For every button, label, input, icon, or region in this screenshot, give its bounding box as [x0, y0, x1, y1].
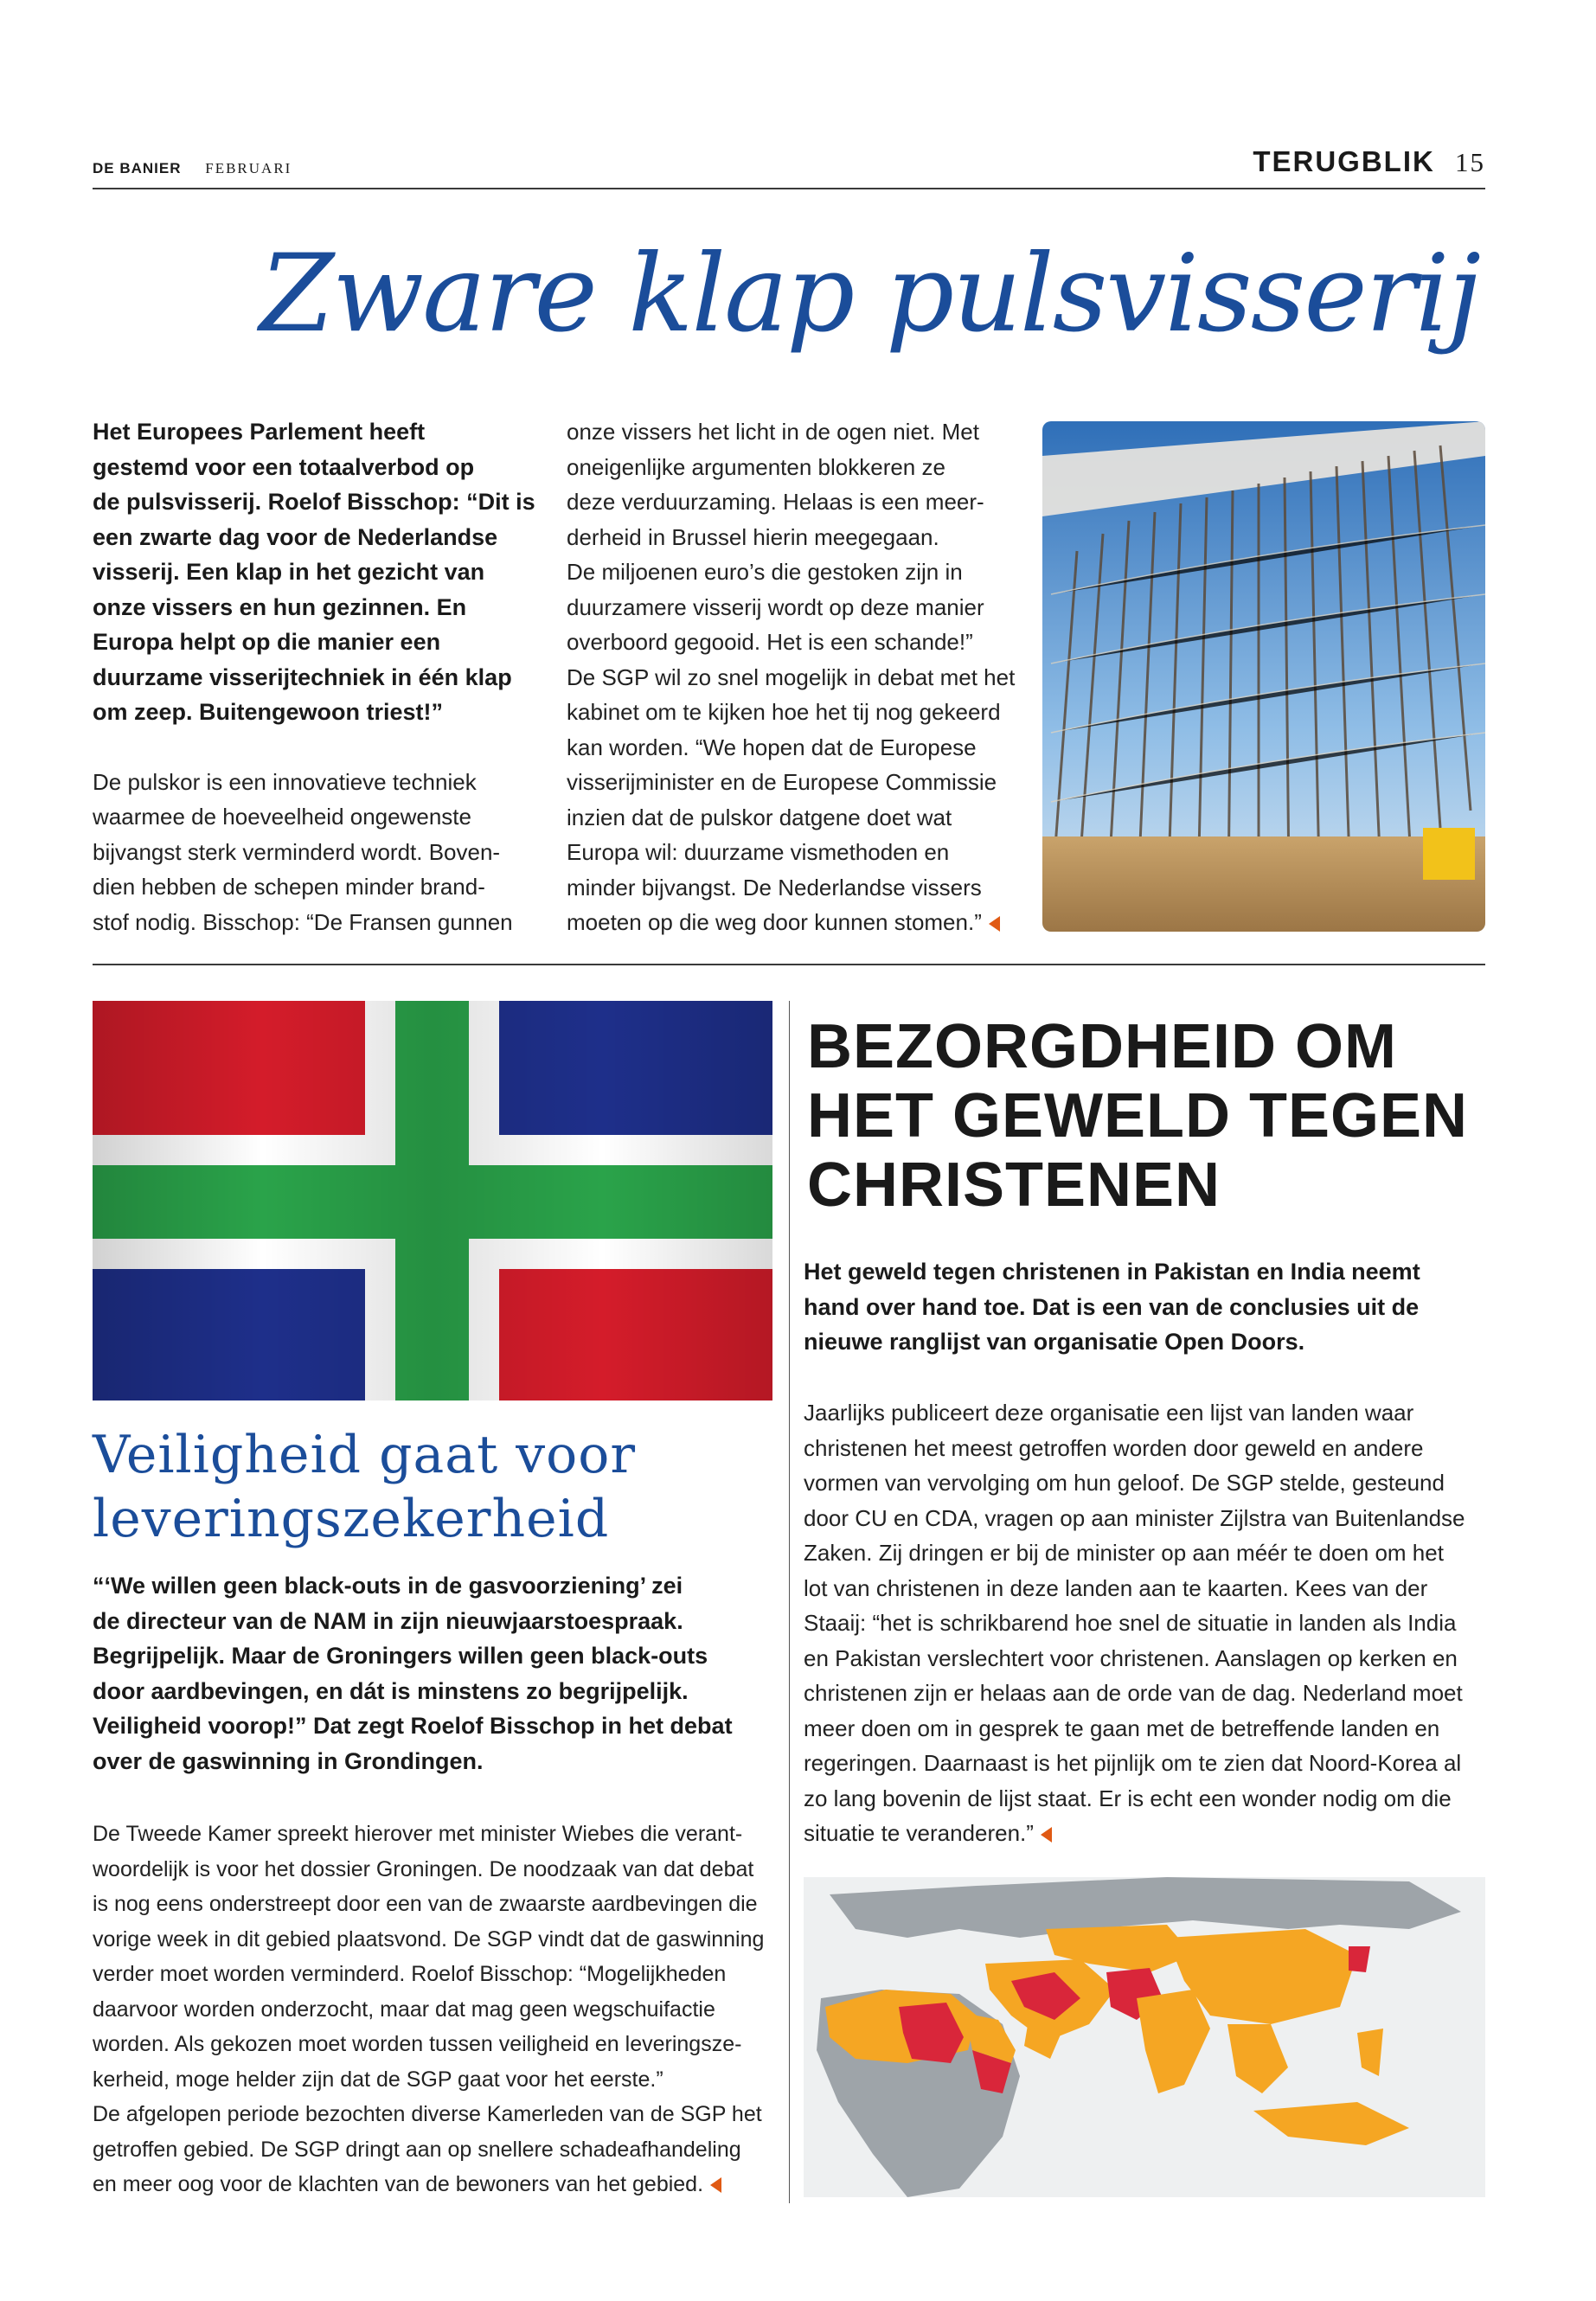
article3-title	[807, 1012, 1485, 1220]
section-rule	[93, 964, 1485, 965]
magazine-name: DE BANIER	[93, 160, 182, 176]
article2-title	[93, 1423, 636, 1551]
text-line: Europa wil: duurzame vismethoden en	[567, 839, 950, 865]
end-mark-icon	[1041, 1827, 1052, 1843]
text-line: Jaarlijks publiceert deze organisatie een lijst van landen waar	[804, 1400, 1414, 1426]
text-line: oneigenlijke argumenten blokkeren ze	[567, 453, 945, 480]
article1-col2	[567, 414, 1034, 940]
text-line: woordelijk is voor het dossier Groningen. De noodzaak van dat debat	[93, 1856, 754, 1881]
world-persecution-map	[804, 1877, 1485, 2197]
groningen-flag-image	[93, 1001, 772, 1400]
last-line-text: moeten op die weg door kunnen stomen.”	[567, 909, 982, 935]
text-line: om zeep. Buitengewoon triest!”	[93, 699, 444, 725]
text-line: waarmee de hoeveelheid ongewenste	[93, 804, 471, 830]
text-line: Staaij: “het is schrikbarend hoe snel de situatie in landen als India	[804, 1610, 1457, 1636]
title-line: CHRISTENEN	[807, 1150, 1221, 1220]
text-line: bijvangst sterk verminderd wordt. Boven-	[93, 838, 501, 865]
last-line-text: en meer oog voor de klachten van de bewoners van het gebied.	[93, 2172, 704, 2196]
text-line: christenen zijn er helaas aan de orde van de dag. Nederland moet	[804, 1680, 1463, 1706]
text-line: Veiligheid voorop!” Dat zegt Roelof Bisschop in het debat	[93, 1713, 733, 1739]
text-line: De miljoenen euro’s die gestoken zijn in	[567, 559, 963, 585]
text-line: getroffen gebied. De SGP dringt aan op snellere schadeafhandeling	[93, 2137, 741, 2162]
text-line: zo lang bovenin de lijst staat. Er is echt een wonder nodig om die	[804, 1785, 1452, 1811]
text-line: daarvoor worden onderzocht, maar dat mag geen wegschuifactie	[93, 1997, 715, 2022]
text-line: de pulsvisserij. Roelof Bisschop: “Dit is	[93, 489, 535, 515]
text-line: onze vissers het licht in de ogen niet. Met	[567, 419, 979, 445]
text-line: Zaken. Zij dringen er bij de minister op aan méér te doen om het	[804, 1540, 1444, 1566]
running-header-left	[93, 160, 292, 177]
text-line: visserij. Een klap in het gezicht van	[93, 559, 485, 585]
text-line: De SGP wil zo snel mogelijk in debat met het	[567, 663, 1016, 690]
text-line: stof nodig. Bisschop: “De Fransen gunnen	[93, 908, 513, 935]
text-line: meer doen om in gesprek te gaan met de betreffende landen en	[804, 1715, 1440, 1741]
article1-title: Zware klap pulsvisserij	[260, 232, 1480, 356]
text-line: door aardbevingen, en dát is minstens zo begrijpelijk.	[93, 1677, 689, 1704]
text-line: Het Europees Parlement heeft	[93, 419, 426, 445]
text-line: Europa helpt op die manier een	[93, 629, 441, 655]
text-line: en Pakistan verslechtert voor christenen. Aanslagen op kerken en	[804, 1644, 1458, 1671]
article3-lead	[804, 1254, 1487, 1360]
article1-col1	[93, 414, 577, 939]
text-line: regeringen. Daarnaast is het pijnlijk om te zien dat Noord-Korea al	[804, 1750, 1462, 1776]
text-line: de directeur van de NAM in zijn nieuwjaarstoespraak.	[93, 1607, 683, 1634]
text-line: onze vissers en hun gezinnen. En	[93, 593, 467, 620]
running-header-right	[1253, 145, 1485, 178]
last-line-text: situatie te veranderen.”	[804, 1820, 1034, 1846]
text-line: derheid in Brussel hierin meegegaan.	[567, 523, 939, 550]
text-line	[93, 2167, 785, 2202]
text-line: inzien dat de pulskor datgene doet wat	[567, 804, 952, 830]
column-divider	[789, 1001, 790, 2203]
text-line: duurzamere visserij wordt op deze manier	[567, 593, 984, 620]
text-line: kerheid, moge helder zijn dat de SGP gaat voor het eerste.”	[93, 2067, 663, 2092]
fishing-nets-photo	[1042, 421, 1485, 932]
title-line: Veiligheid gaat voor	[93, 1425, 637, 1485]
section-name: TERUGBLIK	[1253, 145, 1435, 177]
page-number: 15	[1455, 147, 1485, 177]
text-line: vorige week in dit gebied plaatsvond. De SGP vindt dat de gaswinning	[93, 1926, 765, 1952]
text-line: vormen van vervolging om hun geloof. De SGP stelde, gesteund	[804, 1470, 1445, 1496]
title-line: HET GEWELD TEGEN	[807, 1081, 1469, 1150]
text-line: nieuwe ranglijst van organisatie Open Doors.	[804, 1329, 1305, 1355]
text-line: deze verduurzaming. Helaas is een meer-	[567, 489, 984, 515]
text-line: Begrijpelijk. Maar de Groningers willen geen black-outs	[93, 1643, 708, 1669]
title-line: BEZORGDHEID OM	[807, 1012, 1398, 1081]
text-line: dien hebben de schepen minder brand-	[93, 874, 485, 900]
text-line: door CU en CDA, vragen op aan minister Zijlstra van Buitenlandse	[804, 1504, 1465, 1531]
title-line: leveringszekerheid	[93, 1489, 610, 1549]
text-line: De Tweede Kamer spreekt hierover met minister Wiebes die verant-	[93, 1822, 743, 1846]
text-line: kabinet om te kijken hoe het tij nog gekeerd	[567, 699, 1001, 725]
text-line: een zwarte dag voor de Nederlandse	[93, 523, 498, 550]
text-line	[804, 1816, 1487, 1851]
text-line: worden. Als gekozen moet worden tussen veiligheid en leveringsze-	[93, 2032, 742, 2056]
text-line: gestemd voor een totaalverbod op	[93, 453, 475, 480]
text-line: minder bijvangst. De Nederlandse vissers	[567, 874, 982, 901]
text-line: visserijminister en de Europese Commissie	[567, 769, 997, 795]
text-line: hand over hand toe. Dat is een van de conclusies uit de	[804, 1293, 1420, 1320]
issue-month: FEBRUARI	[205, 160, 292, 176]
text-line: lot van christenen in deze landen aan te kaarten. Kees van der	[804, 1574, 1428, 1601]
text-line: duurzame visserijtechniek in één klap	[93, 663, 512, 690]
article1-body-col1	[93, 765, 577, 940]
article1-lead	[93, 414, 577, 730]
text-line: over de gaswinning in Grondingen.	[93, 1747, 484, 1774]
text-line: Het geweld tegen christenen in Pakistan en India neemt	[804, 1259, 1420, 1285]
header-rule	[93, 188, 1485, 189]
text-line: verder moet worden verminderd. Roelof Bisschop: “Mogelijkheden	[93, 1962, 727, 1986]
text-line: overboord gegooid. Het is een schande!”	[567, 629, 973, 655]
end-mark-icon	[710, 2177, 721, 2193]
text-line: christenen het meest getroffen worden door geweld en andere	[804, 1434, 1424, 1461]
text-line: De pulskor is een innovatieve techniek	[93, 768, 477, 795]
text-line: is nog eens onderstreept door een van de zwaarste aardbevingen die	[93, 1892, 758, 1916]
text-line: “‘We willen geen black-outs in de gasvoorziening’ zei	[93, 1573, 683, 1599]
article2-body	[93, 1817, 785, 2202]
end-mark-icon	[989, 916, 1000, 932]
article3-body	[804, 1395, 1487, 1851]
text-line: kan worden. “We hopen dat de Europese	[567, 734, 977, 760]
text-line	[567, 905, 1034, 940]
text-line: De afgelopen periode bezochten diverse Kamerleden van de SGP het	[93, 2102, 762, 2126]
article2-lead	[93, 1568, 776, 1779]
